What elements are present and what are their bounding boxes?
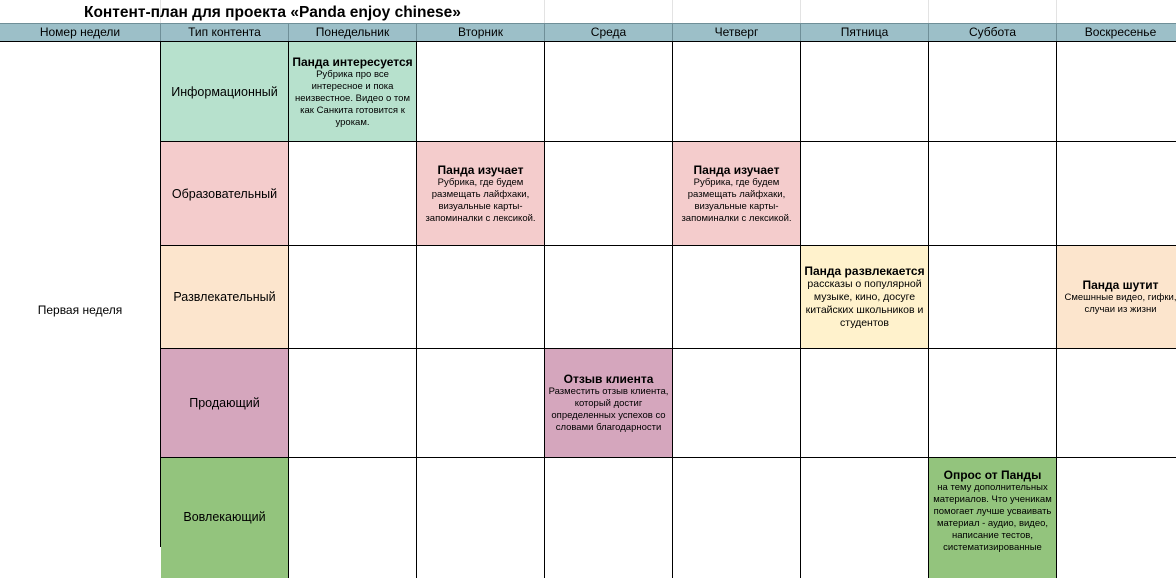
empty-cell[interactable] [289, 246, 417, 349]
gridline [672, 0, 673, 23]
empty-cell[interactable] [417, 349, 545, 458]
post-title: Опрос от Панды [943, 468, 1042, 482]
empty-cell[interactable] [929, 246, 1057, 349]
week-label: Первая неделя [37, 303, 123, 317]
post-title: Панда развлекается [804, 264, 925, 278]
empty-cell[interactable] [545, 246, 673, 349]
empty-cell[interactable] [801, 142, 929, 246]
empty-cell[interactable] [801, 349, 929, 458]
type-label: Образовательный [171, 186, 278, 201]
gridline [928, 0, 929, 23]
post-cell-ent-friday[interactable] [801, 246, 929, 349]
empty-cell[interactable] [289, 142, 417, 246]
empty-cell[interactable] [673, 246, 801, 349]
type-cell-entertaining[interactable] [161, 246, 289, 349]
post-title: Панда интересуется [292, 54, 413, 69]
gridline [544, 0, 545, 23]
empty-cell[interactable] [289, 458, 417, 578]
empty-cell[interactable] [929, 349, 1057, 458]
empty-cell[interactable] [545, 142, 673, 246]
gridline [800, 0, 801, 23]
sheet-title[interactable]: Контент-план для проекта «Panda enjoy chinese» [84, 4, 461, 21]
column-header-type[interactable]: Тип контента [161, 24, 289, 41]
empty-cell[interactable] [1057, 458, 1176, 578]
post-title: Отзыв клиента [563, 372, 654, 386]
empty-cell[interactable] [545, 458, 673, 578]
type-label: Продающий [189, 396, 260, 410]
column-header-friday[interactable]: Пятница [801, 24, 929, 41]
type-label: Вовлекающий [183, 510, 266, 524]
column-header-monday[interactable]: Понедельник [289, 24, 417, 41]
empty-cell[interactable] [417, 246, 545, 349]
post-description: Рубрика, где будем размещать лайфхаки, визуальные карты-запоминалки с лексикой. [681, 176, 792, 224]
empty-cell[interactable] [673, 42, 801, 142]
column-header-thursday[interactable]: Четверг [673, 24, 801, 41]
gridline [1056, 0, 1057, 23]
post-description: на тему дополнительных материалов. Что ученикам помогает лучше усваивать материал - аудио, видео, написание тестов, систематизированные [933, 482, 1052, 553]
type-cell-engaging[interactable] [161, 458, 289, 578]
post-title: Панда изучает [693, 162, 780, 177]
type-cell-educational[interactable] [161, 142, 289, 246]
type-label: Развлекательный [173, 290, 276, 304]
column-header-saturday[interactable]: Суббота [929, 24, 1057, 41]
post-description: Рубрика про все интересное и пока неизвестное. Видео о том как Санкита готовится к урокам. [295, 68, 410, 128]
empty-cell[interactable] [929, 42, 1057, 142]
empty-cell[interactable] [1057, 349, 1176, 458]
type-label: Информационный [171, 84, 278, 99]
post-description: Разместить отзыв клиента, который достиг определенных успехов со словами благодарности [548, 386, 669, 433]
post-cell-edu-thursday[interactable] [673, 142, 801, 246]
empty-cell[interactable] [1057, 42, 1176, 142]
post-description: рассказы о популярной музыке, кино, досуге китайских школьников и студентов [805, 278, 924, 329]
empty-cell[interactable] [417, 458, 545, 578]
empty-cell[interactable] [289, 349, 417, 458]
column-header-tuesday[interactable]: Вторник [417, 24, 545, 41]
post-cell-info-monday[interactable] [289, 42, 417, 142]
type-cell-selling[interactable] [161, 349, 289, 458]
post-cell-ent-sunday[interactable] [1057, 246, 1176, 349]
empty-cell[interactable] [417, 42, 545, 142]
week-cell[interactable] [0, 41, 161, 547]
empty-cell[interactable] [1057, 142, 1176, 246]
post-cell-eng-saturday[interactable] [929, 458, 1057, 578]
post-cell-edu-tuesday[interactable] [417, 142, 545, 246]
post-description: Смешнные видео, гифки, случаи из жизни [1064, 292, 1176, 315]
empty-cell[interactable] [673, 458, 801, 578]
empty-cell[interactable] [545, 42, 673, 142]
post-description: Рубрика, где будем размещать лайфхаки, визуальные карты-запоминалки с лексикой. [425, 176, 536, 224]
column-header-sunday[interactable]: Воскресенье [1057, 24, 1176, 41]
empty-cell[interactable] [801, 42, 929, 142]
empty-cell[interactable] [929, 142, 1057, 246]
post-title: Панда изучает [437, 162, 524, 177]
post-title: Панда шутит [1082, 278, 1159, 292]
empty-cell[interactable] [801, 458, 929, 578]
type-cell-informational[interactable] [161, 42, 289, 142]
column-header-wednesday[interactable]: Среда [545, 24, 673, 41]
empty-cell[interactable] [673, 349, 801, 458]
column-header-week[interactable]: Номер недели [0, 24, 161, 41]
post-cell-sell-wednesday[interactable] [545, 349, 673, 458]
